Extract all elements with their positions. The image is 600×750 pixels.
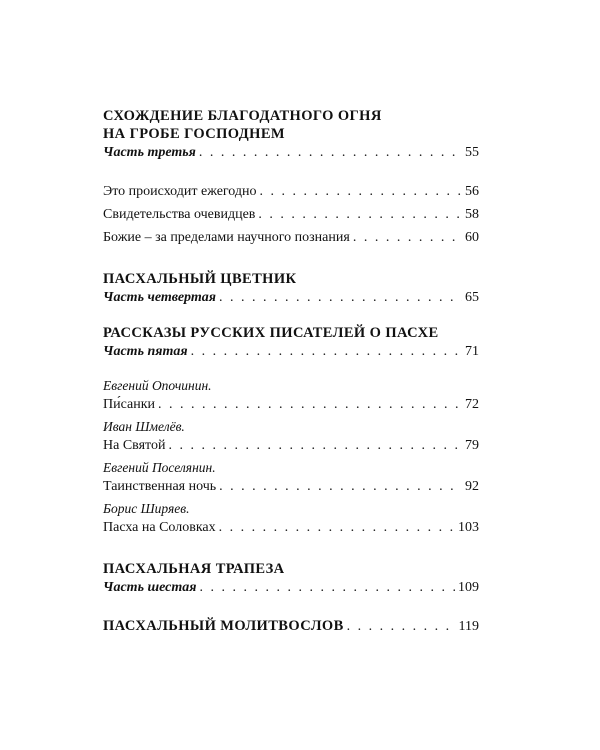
- page-number: 109: [458, 580, 479, 595]
- entry-title: Таинственная ночь: [103, 479, 217, 494]
- page-number: 58: [465, 207, 479, 222]
- table-of-contents: [103, 107, 479, 636]
- author-name: Борис Ширяев.: [103, 501, 190, 516]
- toc-entry[interactable]: [103, 436, 479, 455]
- page-number: 92: [465, 479, 479, 494]
- story-entry: [103, 417, 479, 455]
- dot-leader: [219, 518, 455, 537]
- entry-title: Божие – за пределами научного познания: [103, 230, 350, 245]
- toc-entry-prayer-book[interactable]: [103, 617, 479, 636]
- page-number: 56: [465, 184, 479, 199]
- dot-leader: [260, 182, 462, 201]
- page-number: 55: [465, 145, 479, 160]
- story-entry: [103, 458, 479, 496]
- entry-title: На Святой: [103, 438, 166, 453]
- dot-leader: [199, 143, 462, 162]
- section-3: [103, 107, 479, 247]
- page-number: 79: [465, 438, 479, 453]
- section-title: НА ГРОБЕ ГОСПОДНЕМ: [103, 126, 285, 142]
- story-entry: [103, 499, 479, 537]
- dot-leader: [219, 477, 462, 496]
- author-name: Евгений Поселянин.: [103, 460, 216, 475]
- toc-entry-part-3[interactable]: [103, 143, 479, 162]
- toc-entry[interactable]: [103, 228, 479, 247]
- section-prayer-book: [103, 617, 479, 636]
- story-entry: [103, 376, 479, 414]
- section-6: [103, 560, 479, 597]
- toc-entry[interactable]: [103, 182, 479, 201]
- page-number: 65: [465, 290, 479, 305]
- page-number: 103: [458, 520, 479, 535]
- section-title: ПАСХАЛЬНЫЙ ЦВЕТНИК: [103, 271, 297, 287]
- section-title: РАССКАЗЫ РУССКИХ ПИСАТЕЛЕЙ О ПАСХЕ: [103, 325, 439, 341]
- toc-entry-part-6[interactable]: [103, 578, 479, 597]
- entry-title: Пасха на Соловках: [103, 520, 216, 535]
- part-label: Часть шестая: [103, 580, 197, 595]
- section-4: [103, 270, 479, 307]
- dot-leader: [347, 617, 456, 636]
- author-name: Евгений Опочинин.: [103, 378, 212, 393]
- dot-leader: [353, 228, 462, 247]
- dot-leader: [258, 205, 462, 224]
- section-title: ПАСХАЛЬНЫЙ МОЛИТВОСЛОВ: [103, 618, 344, 634]
- section-title: СХОЖДЕНИЕ БЛАГОДАТНОГО ОГНЯ: [103, 108, 382, 124]
- page-number: 60: [465, 230, 479, 245]
- part-label: Часть четвертая: [103, 290, 216, 305]
- toc-entry-part-5[interactable]: [103, 342, 479, 361]
- entry-title: Свидетельства очевидцев: [103, 207, 256, 222]
- entry-title: Пи́санки: [103, 397, 155, 412]
- toc-entry[interactable]: [103, 395, 479, 414]
- author-name: Иван Шмелёв.: [103, 419, 185, 434]
- part-label: Часть третья: [103, 145, 196, 160]
- section-5: [103, 324, 479, 537]
- toc-entry[interactable]: [103, 518, 479, 537]
- dot-leader: [199, 578, 455, 597]
- dot-leader: [219, 288, 462, 307]
- page-number: 71: [465, 344, 479, 359]
- section-title: ПАСХАЛЬНАЯ ТРАПЕЗА: [103, 561, 285, 577]
- dot-leader: [158, 395, 462, 414]
- entry-title: Это происходит ежегодно: [103, 184, 257, 199]
- page-number: 72: [465, 397, 479, 412]
- toc-entry[interactable]: [103, 477, 479, 496]
- dot-leader: [191, 342, 462, 361]
- dot-leader: [168, 436, 462, 455]
- part-label: Часть пятая: [103, 344, 188, 359]
- toc-entry-part-4[interactable]: [103, 288, 479, 307]
- toc-entry[interactable]: [103, 205, 479, 224]
- page-number: 119: [458, 619, 479, 634]
